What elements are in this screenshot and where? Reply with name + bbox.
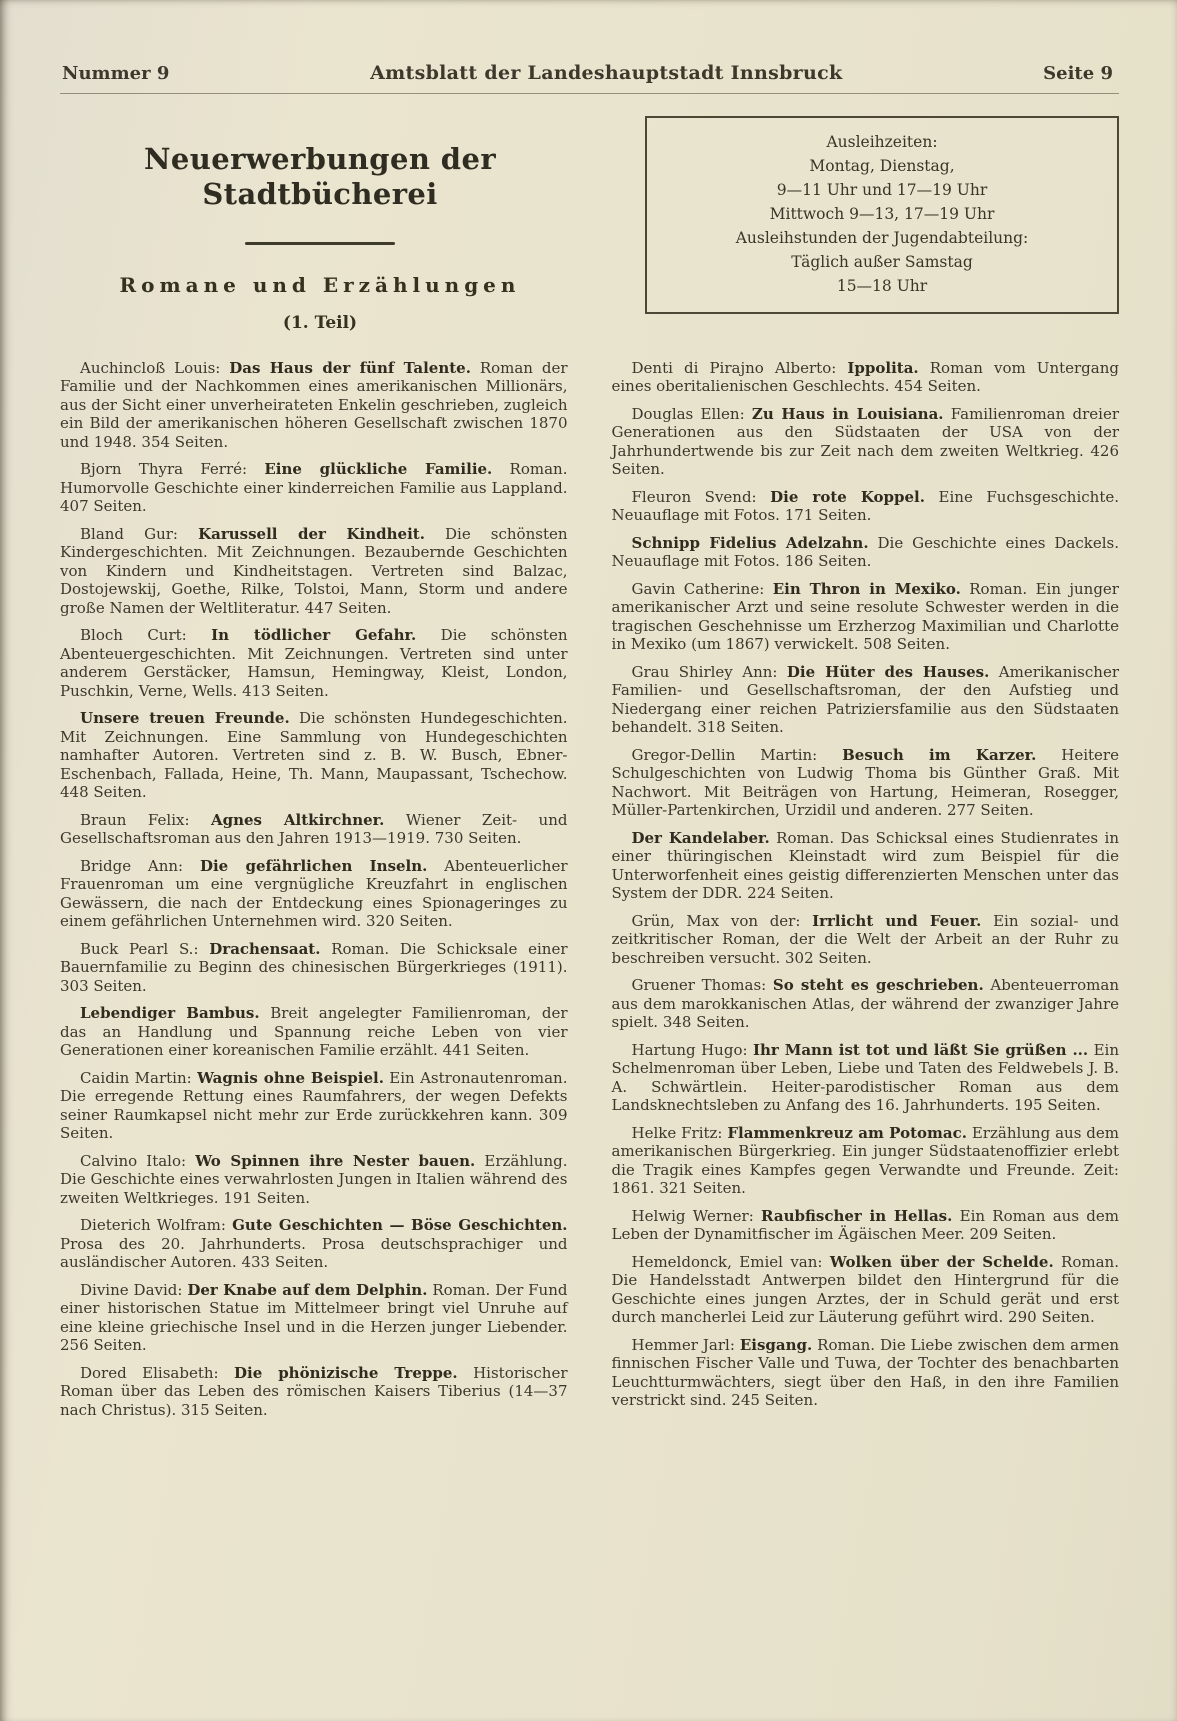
top-section <box>60 112 1119 333</box>
book-title: So steht es geschrieben. <box>772 976 984 995</box>
page-number: Seite 9 <box>1043 63 1113 84</box>
book-title: In tödlicher Gefahr. <box>211 626 417 645</box>
book-entry: Schnipp Fidelius Adelzahn. Die Geschichte eines Dackels. Neuauflage mit Fotos. 186 Seiten. <box>611 533 1119 571</box>
book-title: Der Knabe auf dem Delphin. <box>187 1280 428 1299</box>
book-entry: Fleuron Svend: Die rote Koppel. Eine Fuchsgeschichte. Neuauflage mit Fotos. 171 Seiten. <box>611 487 1119 525</box>
hours-line: 15—18 Uhr <box>836 277 928 296</box>
book-title: Karussell der Kindheit. <box>198 524 425 543</box>
book-title: Ihr Mann ist tot und läßt Sie grüßen ... <box>753 1040 1089 1059</box>
book-title: Drachensaat. <box>209 939 321 958</box>
book-title: Wolken über der Schelde. <box>829 1252 1054 1271</box>
book-title: Irrlicht und Feuer. <box>812 911 982 930</box>
book-entry: Lebendiger Bambus. Breit angelegter Familienroman, der das an Handlung und Spannung reiche Leben von vier Generationen einer koreanischen Familie erzählt. 441 Seiten. <box>60 1004 568 1060</box>
book-author: Douglas Ellen: <box>631 404 752 423</box>
book-entry: Bland Gur: Karussell der Kindheit. Die schönsten Kindergeschichten. Mit Zeichnungen. Bezaubernde Geschichten von Kindern und Kindheitstagen. Vertreten sind Balzac, Dostojewskij, Goethe, Rilke, Tolstoi, Mann, Storm und andere große Namen der Weltliteratur. 447 Seiten. <box>60 524 568 617</box>
book-title: Raubfischer in Hellas. <box>761 1206 953 1225</box>
book-title: Eisgang. <box>739 1335 813 1354</box>
book-list <box>60 359 1119 1429</box>
book-author: Dieterich Wolfram: <box>80 1216 233 1235</box>
book-entry: Dieterich Wolfram: Gute Geschichten — Böse Geschichten. Prosa des 20. Jahrhunderts. Prosa deutschsprachiger und ausländischer Autoren. 433 Seiten. <box>60 1216 568 1272</box>
book-author: Helwig Werner: <box>631 1206 762 1225</box>
book-author: Divine David: <box>80 1280 188 1299</box>
book-author: Buck Pearl S.: <box>80 939 210 958</box>
book-entry: Hartung Hugo: Ihr Mann ist tot und läßt Sie grüßen ... Ein Schelmenroman über Leben, Liebe und Taten des Feldwebels J. B. A. Schwärtlein. Heiter-parodistischer Roman aus dem Landsknechtsleben zu Anfang des 16. Jahrhunderts. 195 Seiten. <box>611 1040 1119 1115</box>
book-author: Denti di Pirajno Alberto: <box>631 358 848 377</box>
right-column <box>612 359 1120 1429</box>
book-entry: Douglas Ellen: Zu Haus in Louisiana. Familienroman dreier Generationen aus den Südstaaten der USA von der Jahrhundertwende bis zur Zeit nach dem zweiten Weltkrieg. 426 Seiten. <box>611 404 1119 479</box>
book-author: Grün, Max von der: <box>631 911 813 930</box>
book-author: Gavin Catherine: <box>631 579 773 598</box>
book-entry: Hemeldonck, Emiel van: Wolken über der Schelde. Roman. Die Handelsstadt Antwerpen bildet den Hintergrund für die Geschichte eines jungen Arztes, der in Schuld gerät und erst durch mancherlei Leid zur Läuterung geführt wird. 290 Seiten. <box>611 1252 1119 1327</box>
left-column <box>60 359 568 1429</box>
book-title: Die Hüter des Hauses. <box>786 662 990 681</box>
book-entry: Bloch Curt: In tödlicher Gefahr. Die schönsten Abenteuergeschichten. Mit Zeichnungen. Vertreten sind unter anderem Gerstäcker, Hamsun, Hemingway, Kleist, London, Puschkin, Verne, Wells. 413 Seiten. <box>60 626 568 700</box>
book-title: Flammenkreuz am Potomac. <box>727 1123 967 1142</box>
book-entry: Bridge Ann: Die gefährlichen Inseln. Abenteuerlicher Frauenroman um eine vergnügliche Kreuzfahrt in englischen Gewässern, die nach der Entdeckung eines Spionageringes zu einem gefährlichen Unternehmen wird. 320 Seiten. <box>60 856 568 931</box>
book-entry: Braun Felix: Agnes Altkirchner. Wiener Zeit- und Gesellschaftsroman aus den Jahren 1913—1919. 730 Seiten. <box>60 810 568 848</box>
hours-line: Mittwoch 9—13, 17—19 Uhr <box>769 205 995 224</box>
masthead <box>60 62 1119 93</box>
section-title: Romane und Erzählungen <box>119 272 521 297</box>
book-entry: Caidin Martin: Wagnis ohne Beispiel. Ein Astronautenroman. Die erregende Rettung eines Raumfahrers, der wegen Defekts seiner Raumkapsel nicht mehr zur Erde zurückkehren kann. 309 Seiten. <box>60 1068 568 1143</box>
book-entry: Calvino Italo: Wo Spinnen ihre Nester bauen. Erzählung. Die Geschichte eines verwahrlosten Jungen in Italien während des zweiten Weltkrieges. 191 Seiten. <box>60 1151 568 1207</box>
book-entry: Helke Fritz: Flammenkreuz am Potomac. Erzählung aus dem amerikanischen Bürgerkrieg. Ein junger Südstaatenoffizier erlebt die Tragik eines Kampfes gegen Verwandte und Freunde. Zeit: 1861. 321 Seiten. <box>611 1123 1119 1198</box>
article-title: Neuerwerbungen der Stadtbücherei <box>143 142 497 211</box>
book-title: Wo Spinnen ihre Nester bauen. <box>195 1151 476 1170</box>
hours-line: Ausleihstunden der Jugendabteilung: <box>735 229 1029 248</box>
book-title: Die rote Koppel. <box>770 487 925 506</box>
book-entry: Helwig Werner: Raubfischer in Hellas. Ein Roman aus dem Leben der Dynamitfischer im Ägäischen Meer. 209 Seiten. <box>611 1206 1119 1244</box>
part-label: (1. Teil) <box>282 312 358 333</box>
masthead-title: Amtsblatt der Landeshauptstadt Innsbruck <box>370 62 843 84</box>
book-author: Grau Shirley Ann: <box>631 662 787 681</box>
book-title: Lebendiger Bambus. <box>80 1004 260 1023</box>
book-title: Die gefährlichen Inseln. <box>199 856 428 875</box>
book-entry: Gavin Catherine: Ein Thron in Mexiko. Roman. Ein junger amerikanischer Arzt und seine resolute Schwester werden in die tragischen Geschehnisse um Erzherzog Maximilian und Charlotte in Mexiko (um 1867) verwickelt. 508 Seiten. <box>611 579 1119 654</box>
book-title: Wagnis ohne Beispiel. <box>197 1068 384 1087</box>
book-entry: Bjorn Thyra Ferré: Eine glückliche Familie. Roman. Humorvolle Geschichte einer kinderreichen Familie aus Lappland. 407 Seiten. <box>60 460 568 516</box>
hours-line: Montag, Dienstag, <box>809 157 955 176</box>
book-author: Bloch Curt: <box>80 626 212 645</box>
book-entry: Dored Elisabeth: Die phönizische Treppe. Historischer Roman über das Leben des römischen Kaisers Tiberius (14—37 nach Christus). 315 Seiten. <box>60 1363 568 1419</box>
book-author: Hartung Hugo: <box>631 1040 753 1059</box>
book-entry: Der Kandelaber. Roman. Das Schicksal eines Studienrates in einer thüringischen Kleinstadt wird zum Beispiel für die Unterworfenheit eines geistig differenzierten Menschen unter das System der DDR. 224 Seiten. <box>611 828 1119 903</box>
book-author: Gruener Thomas: <box>631 976 773 995</box>
book-author: Bjorn Thyra Ferré: <box>80 460 265 479</box>
book-author: Bland Gur: <box>80 524 199 543</box>
book-title: Gute Geschichten — Böse Geschichten. <box>232 1216 568 1235</box>
book-author: Calvino Italo: <box>80 1151 196 1170</box>
book-author: Dored Elisabeth: <box>80 1363 235 1382</box>
book-title: Zu Haus in Louisiana. <box>751 404 944 423</box>
header-rule <box>60 93 1119 94</box>
book-entry: Grün, Max von der: Irrlicht und Feuer. Ein sozial- und zeitkritischer Roman, der die Welt der Arbeit an der Ruhr zu beschreiben versucht. 302 Seiten. <box>611 911 1119 967</box>
book-title: Besuch im Karzer. <box>842 745 1037 764</box>
book-entry: Gruener Thomas: So steht es geschrieben. Abenteuerroman aus dem marokkanischen Atlas, der während der zwanziger Jahre spielt. 348 Seiten. <box>611 976 1119 1032</box>
book-title: Die phönizische Treppe. <box>234 1363 458 1382</box>
book-entry: Grau Shirley Ann: Die Hüter des Hauses. Amerikanischer Familien- und Gesellschaftsroman, der den Aufstieg und Niedergang einer reichen Patriziersfamilie aus den Südstaaten behandelt. 318 Seiten. <box>611 662 1119 737</box>
book-author: Fleuron Svend: <box>631 487 771 506</box>
book-title: Ein Thron in Mexiko. <box>772 579 961 598</box>
book-entry: Gregor-Dellin Martin: Besuch im Karzer. Heitere Schulgeschichten von Ludwig Thoma bis Günther Graß. Mit Nachwort. Mit Beiträgen von Hartung, Heimeran, Rosegger, Müller-Partenkirchen, Urzidil und anderen. 277 Seiten. <box>611 745 1119 820</box>
hours-line: Ausleihzeiten: <box>826 133 938 151</box>
book-title: Schnipp Fidelius Adelzahn. <box>631 533 869 552</box>
issue-number: Nummer 9 <box>62 63 170 84</box>
title-divider <box>245 242 395 245</box>
book-author: Hemmer Jarl: <box>631 1335 740 1354</box>
book-author: Helke Fritz: <box>631 1123 728 1142</box>
book-entry: Auchincloß Louis: Das Haus der fünf Talente. Roman der Familie und der Nachkommen eines amerikanischen Millionärs, aus der Sicht einer unverheirateten Enkelin geschrieben, zugleich ein Bild der amerikanischen höheren Gesellschaft zwischen 1870 und 1948. 354 Seiten. <box>60 358 568 451</box>
book-author: Braun Felix: <box>80 810 211 829</box>
book-entry: Denti di Pirajno Alberto: Ippolita. Roman vom Untergang eines oberitalienischen Geschlechts. 454 Seiten. <box>611 358 1119 396</box>
book-title: Unsere treuen Freunde. <box>80 709 290 728</box>
book-title: Das Haus der fünf Talente. <box>229 358 471 377</box>
lending-hours-box <box>645 116 1119 314</box>
book-author: Auchincloß Louis: <box>80 358 230 377</box>
book-author: Gregor-Dellin Martin: <box>631 745 843 764</box>
book-author: Bridge Ann: <box>80 856 200 875</box>
book-entry: Unsere treuen Freunde. Die schönsten Hundegeschichten. Mit Zeichnungen. Eine Sammlung von Hundegeschichten namhafter Autoren. Vertreten sind z. B. W. Busch, Ebner-Eschenbach, Fallada, Heine, Th. Mann, Maupassant, Tschechow. 448 Seiten. <box>60 709 568 802</box>
book-author: Caidin Martin: <box>80 1068 198 1087</box>
book-author: Hemeldonck, Emiel van: <box>631 1252 830 1271</box>
book-entry: Divine David: Der Knabe auf dem Delphin. Roman. Der Fund einer historischen Statue im Mittelmeer bringt viel Unruhe auf eine kleine griechische Insel und in die Herzen junger Liebender. 256 Seiten. <box>60 1280 568 1355</box>
book-entry: Hemmer Jarl: Eisgang. Roman. Die Liebe zwischen dem armen finnischen Fischer Valle und Tuwa, der Tochter des benachbarten Leuchtturmwächters, siegt über den Haß, in den ihre Familien verstrickt sind. 245 Seiten. <box>611 1335 1119 1410</box>
book-title: Ippolita. <box>847 358 919 377</box>
book-entry: Buck Pearl S.: Drachensaat. Roman. Die Schicksale einer Bauernfamilie zu Beginn des chinesischen Bürgerkrieges (1911). 303 Seiten. <box>60 939 568 995</box>
hours-line: Täglich außer Samstag <box>791 253 973 272</box>
book-title: Agnes Altkirchner. <box>210 810 385 829</box>
title-block <box>60 112 580 333</box>
hours-line: 9—11 Uhr und 17—19 Uhr <box>776 181 988 200</box>
book-title: Der Kandelaber. <box>631 828 770 847</box>
book-title: Eine glückliche Familie. <box>264 460 493 479</box>
